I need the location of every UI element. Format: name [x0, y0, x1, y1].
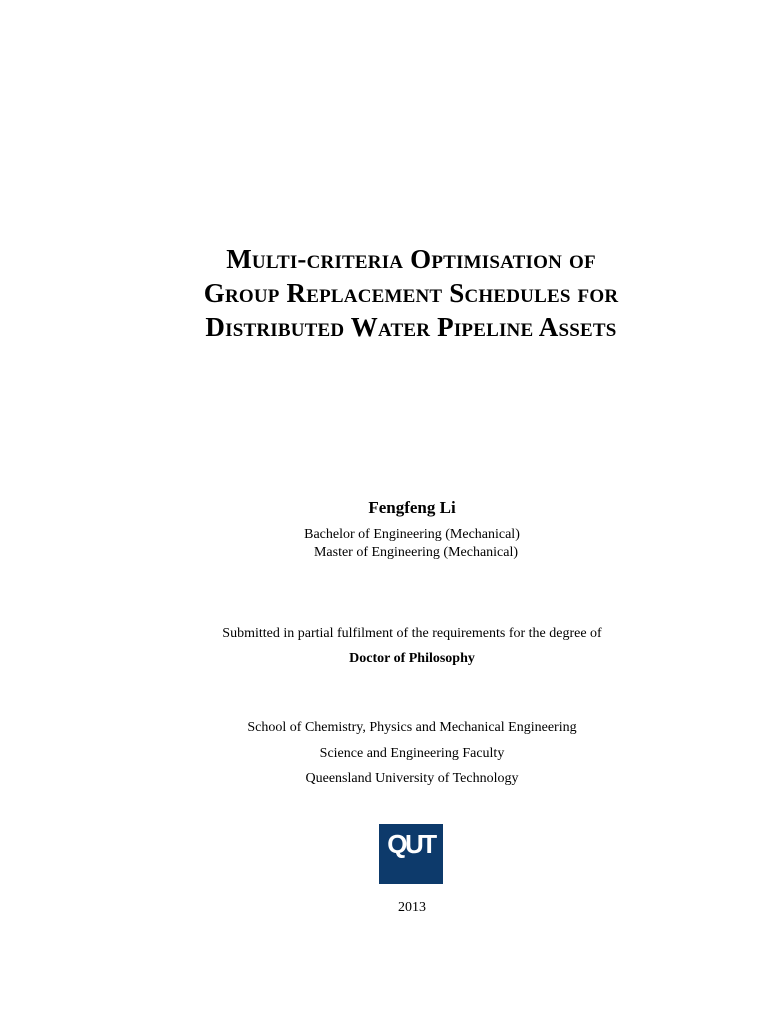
degree-line: Bachelor of Engineering (Mechanical): [304, 527, 520, 542]
title-line: Multi-criteria Optimisation of: [226, 244, 596, 274]
qut-logo-text: QUT: [387, 829, 435, 859]
degree-name: Doctor of Philosophy: [349, 651, 475, 666]
school-name: School of Chemistry, Physics and Mechanical Engineering: [247, 720, 577, 735]
university-name: Queensland University of Technology: [305, 771, 519, 786]
qut-logo: [379, 824, 443, 884]
author-degrees: [56, 526, 768, 562]
submission-year: 2013: [398, 900, 426, 915]
submission-statement: Submitted in partial fulfilment of the requirements for the degree of: [222, 626, 602, 641]
faculty-name: Science and Engineering Faculty: [319, 745, 505, 761]
degree-line: Master of Engineering (Mechanical): [313, 545, 519, 560]
affiliation: [56, 715, 768, 792]
title-line: Distributed Water Pipeline Assets: [205, 312, 617, 342]
thesis-title: [55, 242, 767, 344]
title-line: Group Replacement Schedules for: [203, 278, 619, 308]
author-name: Fengfeng Li: [368, 498, 456, 517]
